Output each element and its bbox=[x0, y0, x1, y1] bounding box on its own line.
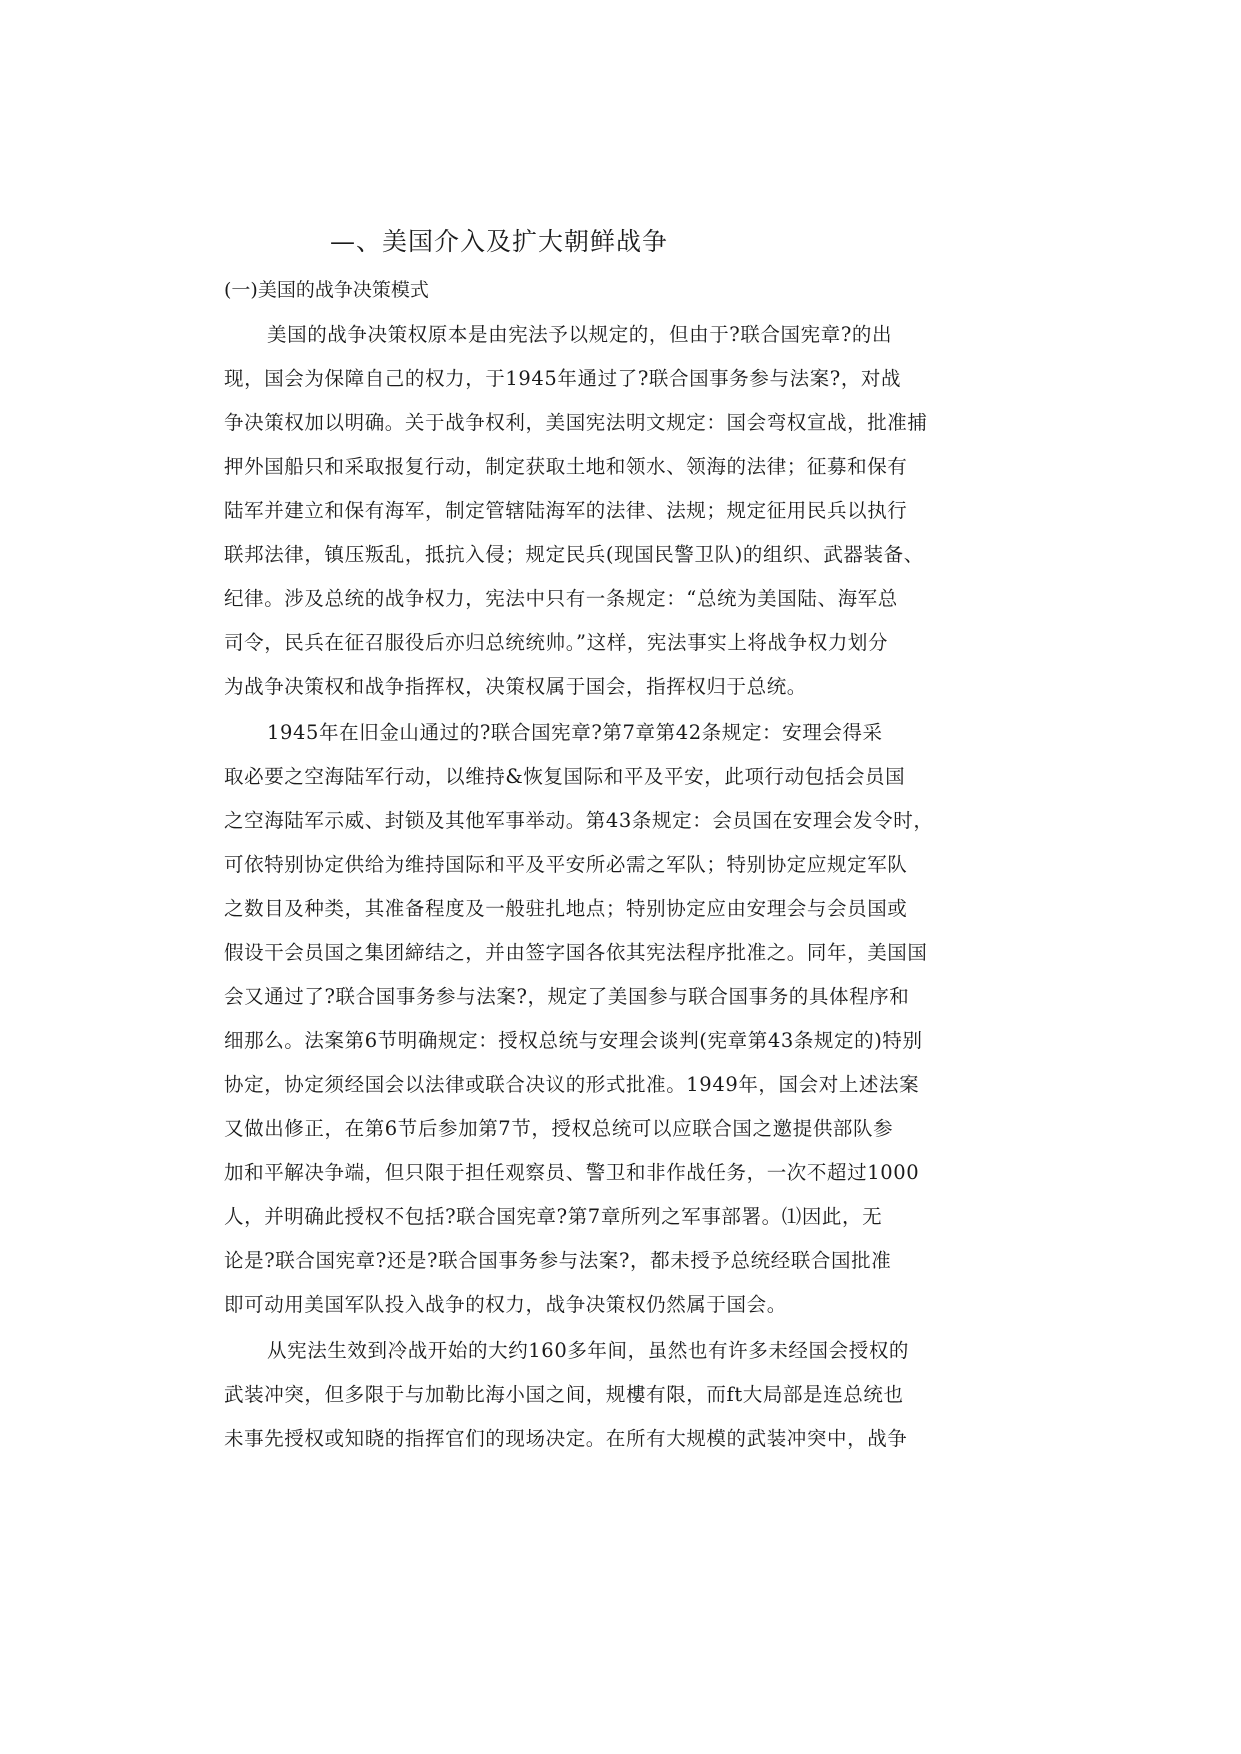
text-line: 争决策权加以明确。关于战争权利，美国宪法明文规定：国会弯权宣战，批准捕 bbox=[224, 411, 928, 434]
text-line: 之数目及种类，其准备程度及一般驻扎地点；特别协定应由安理会与会员国或 bbox=[224, 897, 908, 920]
text-line: 为战争决策权和战争指挥权，决策权属于国会，指挥权归于总统。 bbox=[224, 675, 807, 698]
text-line: 假设干会员国之集团締结之，并由签字国各依其宪法程序批准之。同年，美国国 bbox=[224, 941, 928, 964]
text-line: 论是?联合国宪章?还是?联合国事务参与法案?，都未授予总统经联合国批准 bbox=[224, 1249, 892, 1272]
document-title: —、美国介入及扩大朝鲜战争 bbox=[330, 227, 669, 256]
text-line: 未事先授权或知晓的指挥官们的现场决定。在所有大规模的武装冲突中，战争 bbox=[224, 1427, 908, 1450]
text-line: 现，国会为保障自己的权力，于1945年通过了?联合国事务参与法案?，对战 bbox=[224, 367, 902, 390]
text-line: 可依特别协定供给为维持国际和平及平安所必需之军队；特别协定应规定军队 bbox=[224, 853, 908, 876]
text-line: 司令，民兵在征召服役后亦归总统统帅。”这样，宪法事实上将战争权力划分 bbox=[224, 631, 889, 654]
text-line: 联邦法律，镇压叛乱，抵抗入侵；规定民兵(现国民警卫队)的组织、武器装备、 bbox=[224, 543, 924, 566]
text-line: 即可动用美国军队投入战争的权力，战争决策权仍然属于国会。 bbox=[224, 1293, 787, 1316]
text-line: 从宪法生效到冷战开始的大约160多年间，虽然也有许多未经国会授权的 bbox=[267, 1339, 910, 1362]
text-line: 纪律。涉及总统的战争权力，宪法中只有一条规定：“总统为美国陆、海军总 bbox=[224, 587, 898, 610]
section-heading: (一)美国的战争决策模式 bbox=[224, 279, 429, 301]
text-line: 协定，协定须经国会以法律或联合决议的形式批准。1949年，国会对上述法案 bbox=[224, 1073, 920, 1096]
text-line: 武装冲突，但多限于与加勒比海小国之间，规樓有限，而ft大局部是连总统也 bbox=[224, 1383, 904, 1406]
text-line: 细那么。法案第6节明确规定：授权总统与安理会谈判(宪章第43条规定的)特别 bbox=[224, 1029, 923, 1052]
text-line: 1945年在旧金山通过的?联合国宪章?第7章第42条规定：安理会得采 bbox=[267, 721, 883, 744]
text-line: 会又通过了?联合国事务参与法案?，规定了美国参与联合国事务的具体程序和 bbox=[224, 985, 910, 1008]
text-line: 加和平解决争端，但只限于担任观察员、警卫和非作战任务，一次不超过1000 bbox=[224, 1161, 920, 1184]
text-line: 又做出修正，在第6节后参加第7节，授权总统可以应联合国之邀提供部队参 bbox=[224, 1117, 894, 1140]
text-line: 取必要之空海陆军行动，以维持&恢复国际和平及平安，此项行动包括会员国 bbox=[224, 765, 906, 788]
text-line: 之空海陆军示威、封锁及其他军事举动。第43条规定：会员国在安理会发令时， bbox=[224, 809, 934, 832]
text-line: 人，并明确此授权不包括?联合国宪章?第7章所列之军事部署。⑴因此，无 bbox=[224, 1205, 883, 1228]
text-line: 美国的战争决策权原本是由宪法予以规定的，但由于?联合国宪章?的出 bbox=[267, 323, 893, 346]
text-line: 押外国船只和采取报复行动，制定获取土地和领水、领海的法律；征募和保有 bbox=[224, 455, 908, 478]
text-line: 陆军并建立和保有海军，制定管辖陆海军的法律、法规；规定征用民兵以执行 bbox=[224, 499, 908, 522]
